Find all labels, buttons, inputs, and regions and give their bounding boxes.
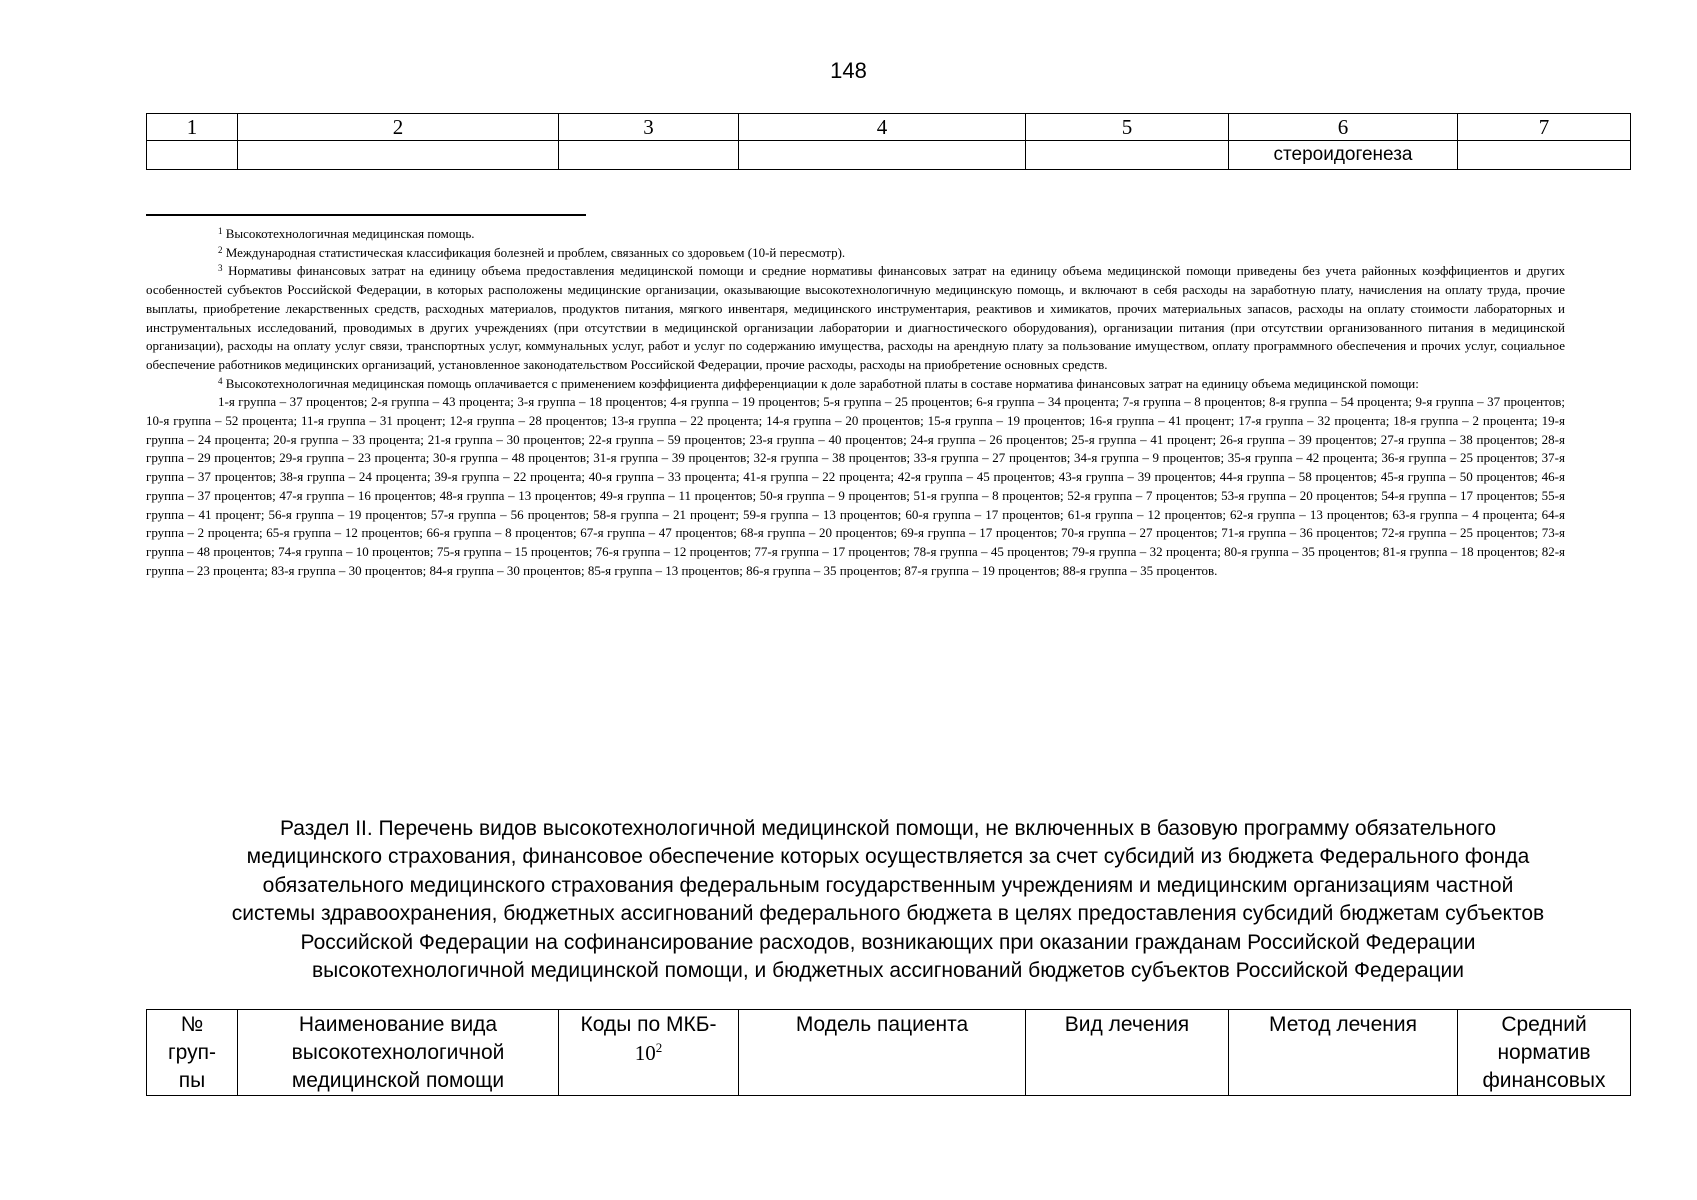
header-line: Наименование вида [298, 1013, 498, 1036]
header-treatment-type: Вид лечения [1026, 1010, 1229, 1096]
footnote-3 [146, 262, 1565, 374]
footnote-groups-list: 1-я группа – 37 процентов; 2-я группа – 43 процента; 3-я группа – 18 процентов; 4-я группа – 19 процентов; 5-я группа – 25 процентов; 6-я группа – 34 процента; 7-я группа – 8 процентов; 8-я группа – 54 процента; 9-я группа – 37 процентов; 10-я группа – 52 процента; 11-я группа – 31 процент; 12-я группа – 28 процентов; 13-я группа – 22 процента; 14-я группа – 20 процентов; 15-я группа – 19 процентов; 16-я группа – 41 процент; 17-я группа – 32 процента; 18-я группа – 2 процента; 19-я группа – 24 процента; 20-я группа – 33 процента; 21-я группа – 30 процентов; 22-я группа – 59 процентов; 23-я группа – 40 процентов; 24-я группа – 26 процентов; 25-я группа – 41 процент; 26-я группа – 39 процентов; 27-я группа – 38 процентов; 28-я группа – 29 процентов; 29-я группа – 23 процента; 30-я группа – 48 процентов; 31-я группа – 39 процентов; 32-я группа – 38 процентов; 33-я группа – 27 процентов; 34-я группа – 9 процентов; 35-я группа – 42 процента; 36-я группа – 25 процентов; 37-я группа – 37 процентов; 38-я группа – 24 процента; 39-я группа – 22 процента; 40-я группа – 33 процента; 41-я группа – 22 процента; 42-я группа – 45 процентов; 43-я группа – 39 процентов; 44-я группа – 58 процентов; 45-я группа – 50 процентов; 46-я группа – 37 процентов; 47-я группа – 16 процентов; 48-я группа – 13 процентов; 49-я группа – 11 процентов; 50-я группа – 9 процентов; 51-я группа – 8 процентов; 52-я группа – 7 процентов; 53-я группа – 20 процентов; 54-я группа – 17 процентов; 55-я группа – 41 процент; 56-я группа – 19 процентов; 57-я группа – 56 процентов; 58-я группа – 21 процент; 59-я группа – 13 процентов; 60-я группа – 17 процентов; 61-я группа – 12 процентов; 62-я группа – 13 процентов; 63-я группа – 4 процента; 64-я группа – 2 процента; 65-я группа – 12 процентов; 66-я группа – 8 процентов; 67-я группа – 47 процентов; 68-я группа – 20 процентов; 69-я группа – 17 процентов; 70-я группа – 27 процентов; 71-я группа – 36 процентов; 72-я группа – 25 процентов; 73-я группа – 48 процентов; 74-я группа – 10 процентов; 75-я группа – 15 процентов; 76-я группа – 12 процентов; 77-я группа – 17 процентов; 78-я группа – 45 процентов; 79-я группа – 32 процента; 80-я группа – 35 процентов; 81-я группа – 18 процентов; 82-я группа – 23 процента; 83-я группа – 30 процентов; 84-я группа – 30 процентов; 85-я группа – 13 процентов; 86-я группа – 35 процентов; 87-я группа – 19 процентов; 88-я группа – 35 процентов. [146, 394, 1565, 578]
header-line: медицинской помощи [291, 1069, 505, 1092]
table-cell [739, 141, 1026, 170]
footnote-1 [146, 225, 1565, 244]
page-number: 148 [830, 58, 867, 83]
section-title-line: высокотехнологичной медицинской помощи, и бюджетных ассигнований бюджетов субъектов Российской Федерации [311, 959, 1465, 983]
footnote-text: Высокотехнологичная медицинская помощь оплачивается с применением коэффициента дифференциации к доле заработной платы в составе норматива финансовых затрат на единицу объема медицинской помощи: [225, 375, 1419, 391]
continued-table [146, 113, 1631, 170]
header-average-norm [1458, 1010, 1631, 1096]
header-row [147, 1010, 1631, 1096]
header-mkb-codes [559, 1010, 739, 1096]
column-number-row [147, 114, 1631, 141]
footnote-marker: 3 [218, 263, 223, 274]
table-cell: стероидогенеза [1229, 141, 1458, 170]
table-row [147, 141, 1631, 170]
column-number: 1 [147, 114, 238, 141]
header-line: финансовых [1482, 1069, 1606, 1092]
footnote-marker: 4 [218, 375, 223, 386]
table-cell [238, 141, 559, 170]
header-patient-model: Модель пациента [739, 1010, 1026, 1096]
header-line [559, 1039, 738, 1067]
footnotes [146, 225, 1565, 580]
column-number: 7 [1458, 114, 1631, 141]
header-group-number [147, 1010, 238, 1096]
footnote-separator [146, 214, 586, 216]
table-cell [1026, 141, 1229, 170]
footnote-ref: 2 [655, 1040, 663, 1055]
section-table-header [146, 1009, 1631, 1096]
column-number: 2 [238, 114, 559, 141]
header-line: пы [178, 1069, 206, 1092]
table-cell [147, 141, 238, 170]
header-line: груп- [168, 1041, 216, 1064]
footnote-4 [146, 375, 1565, 394]
section-title [146, 815, 1630, 985]
header-line: Коды по МКБ- [580, 1013, 717, 1036]
footnote-text: Нормативы финансовых затрат на единицу объема предоставления медицинской помощи и средние нормативы финансовых затрат на единицу объема медицинской помощи приведены без учета районных коэффициентов и других особенностей субъектов Российской Федерации, в которых расположены медицинские организации, оказывающие высокотехнологичную медицинскую помощь, и включают в себя расходы на заработную плату, начисления на оплату труда, прочие выплаты, приобретение лекарственных средств, расходных материалов, продуктов питания, мягкого инвентаря, медицинского инструментария, реактивов и химикатов, прочих материальных запасов, расходы на оплату стоимости лабораторных и инструментальных исследований, проводимых в других учреждениях (при отсутствии в медицинской организации лаборатории и диагностического оборудования), организации питания (при отсутствии организованного питания в медицинской организации), расходы на оплату услуг связи, транспортных услуг, коммунальных услуг, работ и услуг по содержанию имущества, расходы на арендную плату за пользование имуществом, оплату программного обеспечения и прочих услуг, социальное обеспечение работников медицинских организаций, установленное законодательством Российской Федерации, прочие расходы, расходы на приобретение основных средств. [146, 263, 1566, 372]
header-treatment-method: Метод лечения [1229, 1010, 1458, 1096]
section-title-line: Российской Федерации на софинансирование расходов, возникающих при оказании гражданам Российской Федерации [300, 930, 1476, 954]
column-number: 4 [739, 114, 1026, 141]
section-title-line: системы здравоохранения, бюджетных ассигнований федерального бюджета в целях предоставления субсидий бюджетам субъектов [231, 902, 1545, 926]
header-vmp-name [238, 1010, 559, 1096]
header-line: Средний [1501, 1013, 1587, 1036]
header-line: высокотехнологичной [291, 1041, 505, 1064]
footnote-marker: 2 [218, 244, 223, 255]
footnote-2 [146, 244, 1565, 263]
column-number: 5 [1026, 114, 1229, 141]
footnote-marker: 1 [218, 226, 223, 236]
table-cell [559, 141, 739, 170]
header-line: норматив [1497, 1041, 1591, 1064]
section-title-line: Раздел II. Перечень видов высокотехнологичной медицинской помощи, не включенных в базовую программу обязательного [279, 817, 1497, 840]
header-line: № [180, 1013, 204, 1036]
footnote-text: Высокотехнологичная медицинская помощь. [225, 226, 475, 241]
table-cell [1458, 141, 1631, 170]
column-number: 6 [1229, 114, 1458, 141]
section-title-line: обязательного медицинского страхования федеральным государственным учреждениям и медицинским организациям частной [262, 873, 1514, 897]
header-text: 10 [634, 1041, 656, 1065]
footnote-text: Международная статистическая классификация болезней и проблем, связанных со здоровьем (10-й пересмотр). [225, 244, 846, 260]
section-title-line: медицинского страхования, финансовое обеспечение которых осуществляется за счет субсидий из бюджета Федерального фонда [246, 845, 1530, 869]
column-number: 3 [559, 114, 739, 141]
